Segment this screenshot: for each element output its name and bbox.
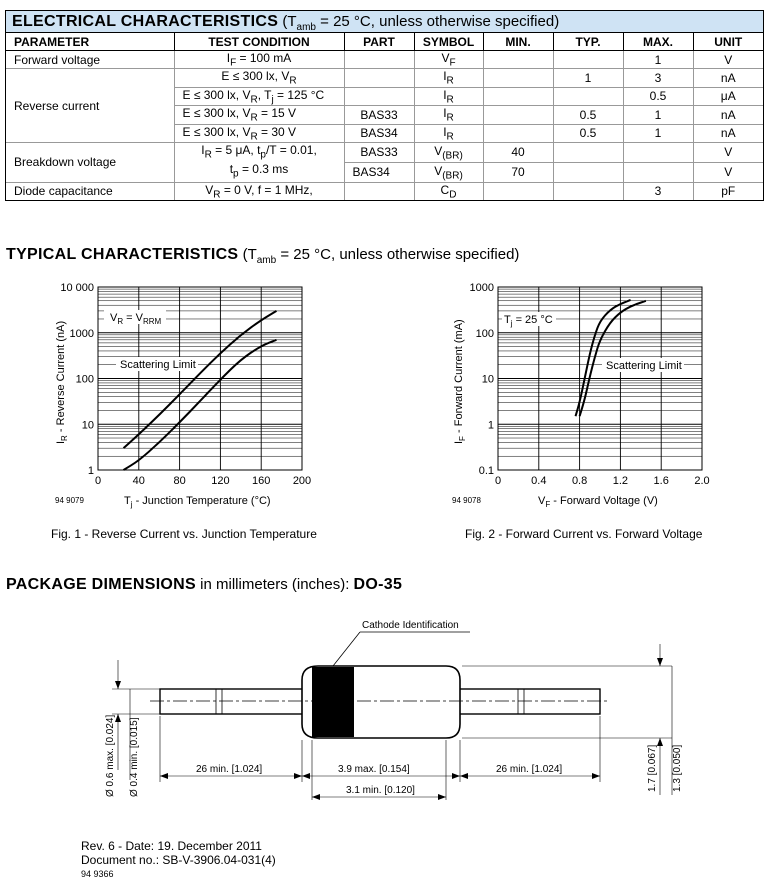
cell-condition — [174, 51, 344, 69]
y-tick-label: 10 — [81, 419, 94, 432]
y-tick-label: 1 — [487, 419, 494, 432]
chart2-annotation-scatter: Scattering Limit — [606, 360, 682, 372]
sym-sub: D — [449, 189, 457, 201]
x-tick-label: 40 — [132, 475, 145, 487]
cond-text: I — [226, 51, 231, 65]
cell-symbol — [414, 182, 483, 200]
cell-min — [483, 124, 553, 142]
chart-forward-current — [400, 270, 770, 520]
y-tick-label: 1 — [87, 465, 94, 477]
sym-text: V — [434, 143, 443, 158]
cell-max: 1 — [623, 106, 693, 124]
cell-min — [483, 51, 553, 69]
sym-text: I — [443, 69, 447, 84]
x-tick-label: 1.6 — [653, 475, 669, 487]
chart2-x-ticks — [495, 475, 710, 487]
y-tick-label: 10 — [481, 373, 494, 386]
cell-min: 70 — [483, 162, 553, 182]
dim-body: 3.9 max. [0.154] — [338, 764, 410, 775]
cond-text: = 0.3 ms — [238, 162, 289, 177]
cell-unit: V — [693, 51, 763, 69]
cell-part — [344, 69, 414, 87]
sym-sub: (BR) — [442, 150, 463, 162]
chart-reverse-current — [0, 270, 360, 520]
cell-condition — [174, 142, 344, 182]
chart1-xlabel: $T_j$ - Junction Temperature (°C) — [124, 495, 271, 509]
arrow-icon — [312, 794, 320, 800]
package-title — [6, 576, 402, 594]
cond-text: E ≤ 300 lx, V — [221, 69, 290, 84]
cond-text: t — [229, 162, 234, 177]
cond-tail: = 0 V, f = 1 MHz, — [220, 182, 313, 197]
cell-param: Breakdown voltage — [6, 142, 174, 182]
sym-sub: R — [446, 94, 454, 106]
header-min: MIN. — [483, 33, 553, 51]
typical-title-tail: = 25 °C, unless otherwise specified) — [276, 246, 520, 263]
x-tick-label: 0 — [94, 475, 102, 487]
table-row — [6, 69, 763, 87]
cathode-band — [312, 667, 354, 737]
cell-max — [623, 162, 693, 182]
header-test-condition: TEST CONDITION — [174, 33, 344, 51]
cell-part: BAS34 — [344, 124, 414, 142]
package-drawing — [0, 600, 775, 840]
cell-min — [483, 87, 553, 105]
x-tick-label: 0 — [494, 475, 502, 487]
cond-text: /T = 0.01, — [265, 142, 317, 157]
cond-sub: R — [250, 94, 258, 106]
package-title-bold2: DO-35 — [353, 576, 403, 593]
y-tick-label: 100 — [75, 373, 94, 386]
arrow-icon — [302, 773, 310, 779]
cell-symbol — [414, 124, 483, 142]
cond-text: V — [205, 182, 214, 197]
header-symbol: SYMBOL — [414, 33, 483, 51]
dim-body-min: 3.1 min. [0.120] — [346, 785, 415, 796]
cell-typ: 0.5 — [553, 124, 623, 142]
cond-sub: R — [250, 130, 258, 142]
footer — [81, 839, 276, 881]
cell-part: BAS33 — [344, 106, 414, 124]
cell-max — [623, 142, 693, 162]
table-row — [6, 142, 763, 162]
cell-min — [483, 182, 553, 200]
cond-sub: R — [250, 112, 258, 124]
table-row — [6, 51, 763, 69]
arrow-icon — [657, 658, 663, 666]
chart1-caption: Fig. 1 - Reverse Current vs. Junction Temperature — [51, 527, 317, 541]
package-title-rest: in millimeters (inches): — [196, 576, 354, 593]
cell-condition — [174, 106, 344, 124]
cell-typ — [553, 51, 623, 69]
typical-title-bold: TYPICAL CHARACTERISTICS — [6, 246, 239, 263]
sym-sub: R — [446, 75, 454, 87]
x-tick-label: 1.2 — [612, 475, 629, 487]
cell-typ — [553, 182, 623, 200]
arrow-icon — [160, 773, 168, 779]
cell-unit: nA — [693, 124, 763, 142]
electrical-table — [6, 33, 763, 200]
sym-sub: (BR) — [442, 169, 463, 181]
chart1-code: 94 9079 — [55, 496, 84, 505]
package-title-bold: PACKAGE DIMENSIONS — [6, 576, 197, 593]
chart2-ylabel: $I_F$ - Forward Current (mA) — [453, 319, 467, 444]
cond-tail: = 15 V — [257, 106, 297, 121]
sym-text: I — [443, 106, 447, 121]
cell-symbol — [414, 142, 483, 162]
cell-min: 40 — [483, 142, 553, 162]
sym-text: V — [434, 163, 443, 178]
chart2-caption: Fig. 2 - Forward Current vs. Forward Voltage — [465, 527, 703, 541]
cond-sub: R — [204, 149, 212, 161]
cond-sub: F — [230, 57, 237, 69]
package-code: 94 9366 — [81, 869, 114, 879]
table-row — [6, 182, 763, 200]
chart2-annotation-tj: $T_j = 25$ °C — [504, 314, 553, 328]
cell-typ: 0.5 — [553, 106, 623, 124]
dim-dia-min: Ø 0.4 min. [0.015] — [129, 717, 140, 797]
cond-tail: = 100 mA — [236, 51, 292, 65]
sym-sub: R — [446, 130, 454, 142]
table-header-row — [6, 33, 763, 51]
typical-title — [6, 246, 519, 266]
cell-max: 1 — [623, 51, 693, 69]
cell-max: 1 — [623, 124, 693, 142]
cond-text: E ≤ 300 lx, V — [182, 106, 251, 121]
dim-h2: 1.3 [0.050] — [672, 744, 683, 792]
cell-min — [483, 69, 553, 87]
cell-max: 0.5 — [623, 87, 693, 105]
cond-text: = 5 μA, t — [211, 142, 261, 157]
cell-part: BAS33 — [344, 142, 414, 162]
x-tick-label: 0.4 — [531, 475, 547, 487]
electrical-characteristics-table — [5, 10, 764, 201]
cell-param: Forward voltage — [6, 51, 174, 69]
sym-text: I — [443, 87, 447, 102]
cond-sub: R — [213, 189, 221, 201]
cell-condition — [174, 87, 344, 105]
dim-left: 26 min. [1.024] — [196, 764, 263, 775]
arrow-icon — [115, 681, 121, 689]
sym-text: I — [443, 124, 447, 139]
typical-title-rest: (T — [242, 246, 257, 263]
chart1-x-ticks — [95, 475, 311, 487]
electrical-title-rest: (T — [282, 13, 297, 30]
cell-typ — [553, 142, 623, 162]
cell-max: 3 — [623, 69, 693, 87]
x-tick-label: 0.8 — [571, 475, 588, 487]
cell-unit: nA — [693, 106, 763, 124]
cell-condition — [174, 69, 344, 87]
arrow-icon — [460, 773, 468, 779]
arrow-icon — [452, 773, 460, 779]
cell-unit: V — [693, 142, 763, 162]
electrical-title-bold: ELECTRICAL CHARACTERISTICS — [12, 13, 279, 30]
cell-part — [344, 182, 414, 200]
cell-typ — [553, 87, 623, 105]
cell-min — [483, 106, 553, 124]
chart1-annotation-vr: $V_R = V_{RRM}$ — [110, 312, 162, 326]
x-tick-label: 120 — [211, 475, 230, 487]
sym-sub: F — [449, 57, 456, 69]
document-number: Document no.: SB-V-3906.04-031(4) — [81, 853, 276, 867]
left-lead — [160, 689, 304, 714]
dim-right: 26 min. [1.024] — [496, 764, 563, 775]
header-part: PART — [344, 33, 414, 51]
cond-text: I — [201, 142, 205, 157]
cell-param: Reverse current — [6, 69, 174, 143]
chart2-xlabel: $V_F$ - Forward Voltage (V) — [538, 495, 658, 509]
sym-text: V — [441, 51, 450, 65]
cell-symbol — [414, 162, 483, 182]
cell-typ: 1 — [553, 69, 623, 87]
cell-unit: μA — [693, 87, 763, 105]
cathode-label: Cathode Identification — [362, 620, 459, 631]
cell-typ — [553, 162, 623, 182]
cell-condition — [174, 124, 344, 142]
x-tick-label: 80 — [173, 475, 186, 487]
revision-text: Rev. 6 - Date: 19. December 2011 — [81, 839, 262, 853]
y-tick-label: 1000 — [469, 282, 494, 294]
header-parameter: PARAMETER — [6, 33, 174, 51]
chart2-code: 94 9078 — [452, 496, 481, 505]
y-tick-label: 0.1 — [478, 465, 494, 477]
cond-text: E ≤ 300 lx, V — [182, 124, 251, 139]
y-tick-label: 10 000 — [60, 282, 94, 294]
cond-tail: = 30 V — [257, 124, 297, 139]
typical-title-sub: amb — [256, 255, 277, 266]
header-max: MAX. — [623, 33, 693, 51]
arrow-icon — [294, 773, 302, 779]
cond-sub: R — [289, 75, 297, 87]
cond-text: E ≤ 300 lx, V — [182, 87, 251, 102]
electrical-title-sub: amb — [296, 22, 316, 33]
chart1-ylabel: $I_R$ - Reverse Current (nA) — [55, 320, 69, 444]
header-typ: TYP. — [553, 33, 623, 51]
arrow-icon — [592, 773, 600, 779]
cell-unit: V — [693, 162, 763, 182]
sym-text: C — [440, 182, 450, 197]
cell-unit: pF — [693, 182, 763, 200]
y-tick-label: 100 — [475, 327, 494, 340]
cell-condition — [174, 182, 344, 200]
dim-h1: 1.7 [0.067] — [647, 744, 658, 792]
cell-part: BAS34 — [344, 162, 414, 182]
x-tick-label: 160 — [252, 475, 271, 487]
cell-param: Diode capacitance — [6, 182, 174, 200]
cell-part — [344, 51, 414, 69]
electrical-title — [6, 11, 763, 33]
x-tick-label: 200 — [292, 475, 312, 487]
cell-part — [344, 87, 414, 105]
y-tick-label: 1000 — [69, 327, 94, 340]
cond-sub2: j — [271, 94, 274, 106]
header-unit: UNIT — [693, 33, 763, 51]
cond-tail: = 125 °C — [273, 87, 325, 102]
series-line-0 — [124, 311, 277, 448]
x-tick-label: 2.0 — [694, 475, 710, 487]
arrow-icon — [438, 794, 446, 800]
cathode-leader — [333, 632, 360, 666]
dim-dia-max: Ø 0.6 max. [0.024] — [105, 714, 116, 797]
cond-sub: p — [260, 149, 266, 161]
cond-mid: , T — [257, 87, 272, 102]
cond-sub: p — [233, 168, 239, 180]
sym-sub: R — [446, 112, 454, 124]
right-lead — [456, 689, 600, 714]
cell-unit: nA — [693, 69, 763, 87]
electrical-title-tail: = 25 °C, unless otherwise specified) — [315, 13, 560, 30]
cell-max: 3 — [623, 182, 693, 200]
cell-symbol — [414, 106, 483, 124]
cell-symbol — [414, 51, 483, 69]
cell-symbol — [414, 69, 483, 87]
chart1-annotation-scatter: Scattering Limit — [120, 359, 196, 371]
cell-symbol — [414, 87, 483, 105]
chart2-y-ticks — [470, 282, 494, 477]
